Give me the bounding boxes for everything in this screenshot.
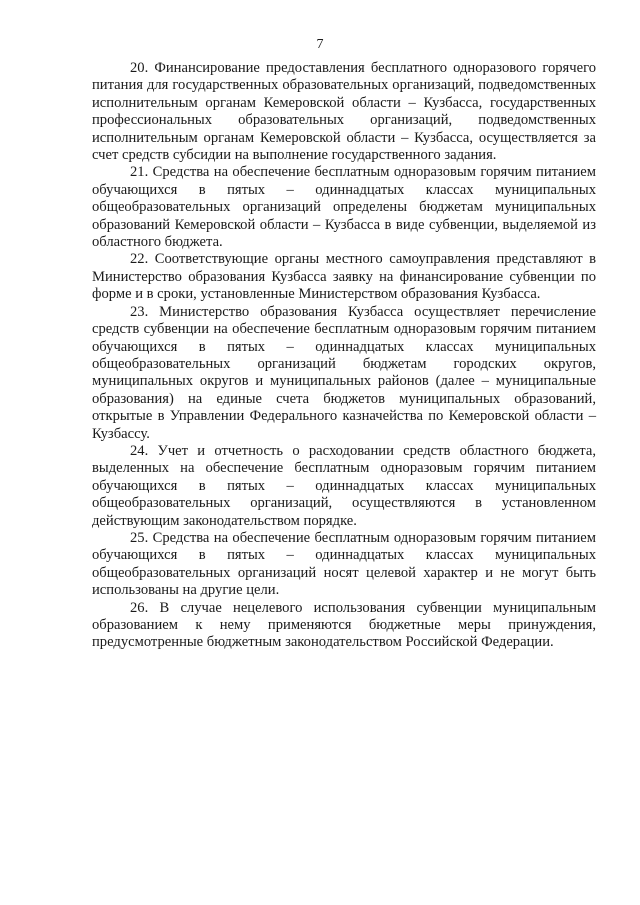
page-number: 7 xyxy=(316,37,324,52)
paragraph-24: 24. Учет и отчетность о расходовании средств областного бюджета, выделенных на обеспечение бесплатным одноразовым горячим питанием обучающихся в пятых – одиннадцатых классах муниципальных общеобразовательных организаций, осуществляются в установленном действующим законодательством порядке. xyxy=(92,442,596,529)
paragraph-21: 21. Средства на обеспечение бесплатным одноразовым горячим питанием обучающихся в пятых – одиннадцатых классах муниципальных общеобразовательных организаций определены бюджетам муниципальных образований Кемеровской области – Кузбасса в виде субвенции, выделяемой из областного бюджета. xyxy=(92,164,596,251)
paragraph-20: 20. Финансирование предоставления бесплатного одноразового горячего питания для государственных образовательных организаций, подведомственных исполнительным органам Кемеровской области – Кузбасса, государственных профессиональных образовательных организаций, подведомственных исполнительным органам Кемеровской области – Кузбасса, осуществляется за счет средств субсидии на выполнение государственного задания. xyxy=(92,60,596,164)
paragraph-25: 25. Средства на обеспечение бесплатным одноразовым горячим питанием обучающихся в пятых – одиннадцатых классах муниципальных общеобразовательных организаций носят целевой характер и не могут быть использованы на другие цели. xyxy=(92,529,596,599)
paragraph-26: 26. В случае нецелевого использования субвенции муниципальным образованием к нему применяются бюджетные меры принуждения, предусмотренные бюджетным законодательством Российской Федерации. xyxy=(92,599,596,651)
paragraph-22: 22. Соответствующие органы местного самоуправления представляют в Министерство образования Кузбасса заявку на финансирование субвенции по форме и в сроки, установленные Министерством образования Кузбасса. xyxy=(92,251,596,303)
document-body xyxy=(92,60,596,652)
paragraph-23: 23. Министерство образования Кузбасса осуществляет перечисление средств субвенции на обеспечение бесплатным одноразовым горячим питанием обучающихся в пятых – одиннадцатых классах муниципальных общеобразовательных организаций бюджетам городских округов, муниципальных округов и муниципальных районов (далее – муниципальные образования) на единые счета бюджетов муниципальных образований, открытые в Управлении Федерального казначейства по Кемеровской области – Кузбассу. xyxy=(92,303,596,442)
